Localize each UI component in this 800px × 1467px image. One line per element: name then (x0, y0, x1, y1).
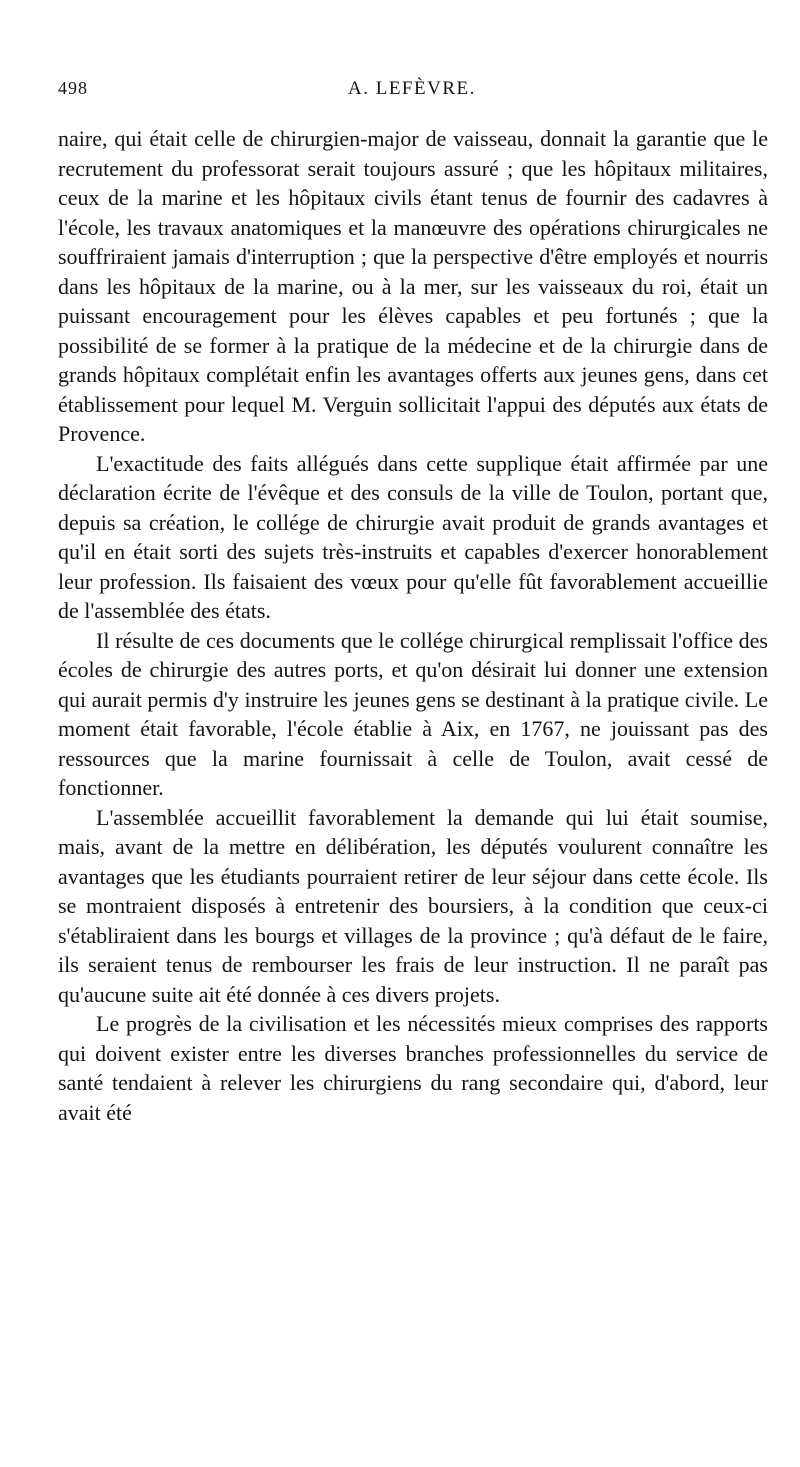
paragraph: Le progrès de la civilisation et les nécessités mieux comprises des rapports qui doivent exister entre les diverses branches professionnelles du service de santé tendaient à relever les chirurgiens du rang secondaire qui, d'abord, leur avait été (58, 1011, 768, 1125)
paragraph: L'exactitude des faits allégués dans cette supplique était affirmée par une déclaration écrite de l'évêque et des consuls de la ville de Toulon, portant que, depuis sa création, le collége de chirurgie avait produit de grands avantages et qu'il en était sorti des sujets très-instruits et capables d'exercer honorablement leur profession. Ils faisaient des vœux pour qu'elle fût favorablement accueillie de l'assemblée des états. (58, 450, 768, 623)
running-head: A. LEFÈVRE. (348, 78, 476, 99)
paragraph: L'assemblée accueillit favorablement la demande qui lui était soumise, mais, avant de la mettre en délibération, les députés voulurent connaître les avantages que les étudiants pourraient retirer de leur séjour dans cette école. Ils se montraient disposés à entretenir des boursiers, à la condition que ceux-ci s'établiraient dans les bourgs et villages de la province ; qu'à défaut de le faire, ils seraient tenus de rembourser les frais de leur instruction. Il ne paraît pas qu'aucune suite ait été donnée à ces divers projets. (58, 804, 768, 1007)
body-text (58, 124, 768, 1127)
book-page (58, 72, 768, 1127)
paragraph: Il résulte de ces documents que le collége chirurgical remplissait l'office des écoles de chirurgie des autres ports, et qu'on désirait lui donner une extension qui aurait permis d'y instruire les jeunes gens se destinant à la pratique civile. Le moment était favorable, l'école établie à Aix, en 1767, ne jouissant pas des ressources que la marine fournissait à celle de Toulon, avait cessé de fonctionner. (58, 627, 768, 800)
paragraph: naire, qui était celle de chirurgien-major de vaisseau, donnait la garantie que le recrutement du professorat serait toujours assuré ; que les hôpitaux militaires, ceux de la marine et les hôpitaux civils étant tenus de fournir des cadavres à l'école, les travaux anatomiques et la manœuvre des opérations chirurgicales ne souffriraient jamais d'interruption ; que la perspective d'être employés et nourris dans les hôpitaux de la marine, ou à la mer, sur les vaisseaux du roi, était un puissant encouragement pour les élèves capables et peu fortunés ; que la possibilité de se former à la pratique de la médecine et de la chirurgie dans de grands hôpitaux complétait enfin les avantages offerts aux jeunes gens, dans cet établissement pour lequel M. Verguin sollicitait l'appui des députés aux états de Provence. (58, 126, 768, 446)
page-header (58, 72, 768, 112)
page-number: 498 (58, 78, 88, 98)
